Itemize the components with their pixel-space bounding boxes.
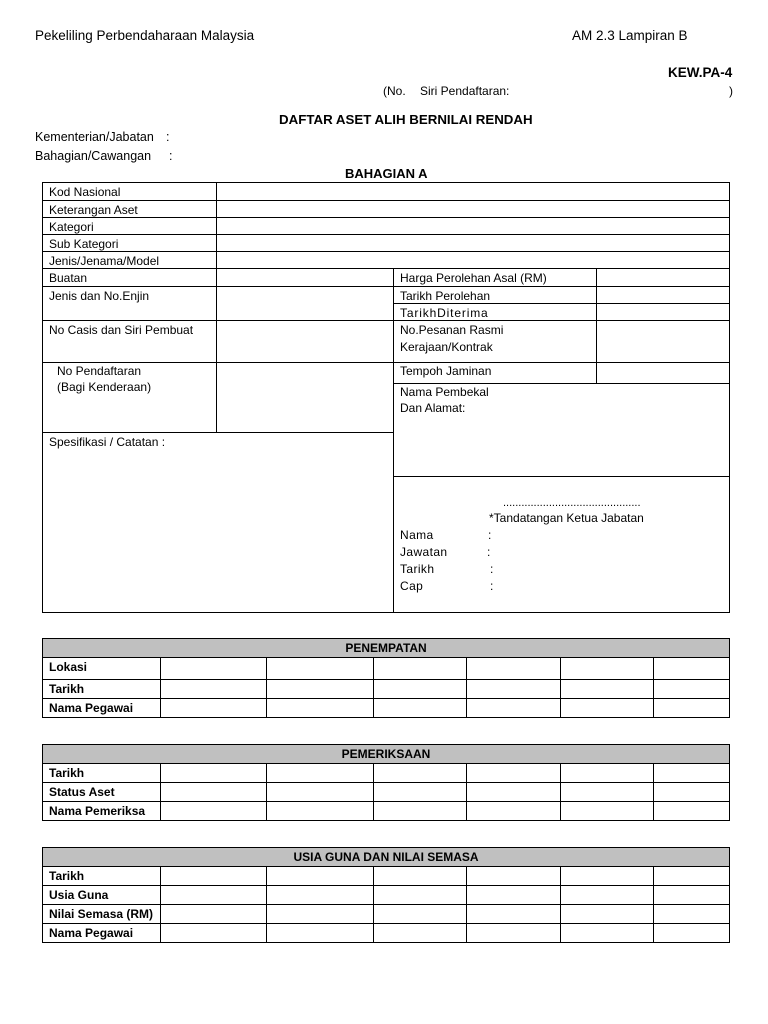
blank-cell (374, 658, 467, 680)
table-row (43, 699, 730, 718)
blank-cell (161, 783, 267, 802)
blank-cell (374, 699, 467, 718)
registration-label: Siri Pendaftaran: (420, 84, 510, 98)
blank-cell (654, 886, 730, 905)
row-label: Tarikh (43, 764, 161, 783)
blank-cell (374, 802, 467, 821)
circular-reference: Pekeliling Perbendaharaan Malaysia (35, 28, 255, 43)
table-row (43, 658, 730, 680)
blank-cell (561, 699, 654, 718)
blank-cell (467, 867, 561, 886)
blank-cell (374, 764, 467, 783)
blank-cell (561, 867, 654, 886)
blank-cell (561, 924, 654, 943)
signature-name-label: Nama (400, 528, 434, 542)
label-tarikh-diterima: TarikhDiterima (393, 303, 596, 320)
row-label: Status Aset (43, 783, 161, 802)
value-buatan (216, 268, 393, 286)
label-tarikh-perolehan: Tarikh Perolehan (393, 286, 596, 303)
row-label: Nilai Semasa (RM) (43, 905, 161, 924)
blank-cell (467, 905, 561, 924)
blank-cell (467, 886, 561, 905)
ministry-label: Kementerian/Jabatan (35, 130, 154, 144)
registration-open: (No. (383, 84, 406, 98)
signature-name-colon: : (488, 528, 492, 542)
value-tarikh-diterima (596, 303, 729, 320)
division-colon: : (169, 149, 173, 163)
blank-cell (654, 905, 730, 924)
blank-cell (267, 680, 374, 699)
blank-cell (467, 680, 561, 699)
label-keterangan-aset: Keterangan Aset (42, 200, 216, 217)
usia-guna-title: USIA GUNA DAN NILAI SEMASA (43, 848, 730, 867)
blank-cell (267, 905, 374, 924)
table-row (43, 905, 730, 924)
blank-cell (161, 905, 267, 924)
blank-cell (267, 924, 374, 943)
table-header-row (43, 639, 730, 658)
ministry-colon: : (166, 130, 170, 144)
value-kategori (216, 217, 729, 234)
blank-cell (654, 764, 730, 783)
section-a-title: BAHAGIAN A (345, 166, 428, 181)
division-label: Bahagian/Cawangan (35, 149, 152, 163)
blank-cell (161, 680, 267, 699)
signature-stamp-colon: : (490, 579, 494, 593)
pemeriksaan-table (42, 744, 730, 821)
blank-cell (161, 802, 267, 821)
blank-cell (467, 764, 561, 783)
blank-cell (161, 658, 267, 680)
value-jenis-no-enjin (216, 286, 393, 320)
registration-close: ) (729, 84, 733, 98)
blank-cell (374, 924, 467, 943)
label-no-pendaftaran (42, 362, 216, 432)
appendix-reference: AM 2.3 Lampiran B (572, 28, 688, 43)
blank-cell (161, 764, 267, 783)
row-label: Nama Pemeriksa (43, 802, 161, 821)
label-nama-pembekal (393, 383, 729, 476)
blank-cell (267, 658, 374, 680)
blank-cell (561, 658, 654, 680)
blank-cell (374, 886, 467, 905)
blank-cell (654, 680, 730, 699)
blank-cell (561, 783, 654, 802)
blank-cell (267, 699, 374, 718)
row-label: Lokasi (43, 658, 161, 680)
blank-cell (374, 680, 467, 699)
value-sub-kategori (216, 234, 729, 251)
signature-position-label: Jawatan (400, 545, 448, 559)
usia-guna-table (42, 847, 730, 943)
value-kod-nasional (216, 182, 729, 200)
blank-cell (561, 680, 654, 699)
blank-cell (267, 783, 374, 802)
blank-cell (467, 924, 561, 943)
label-sub-kategori: Sub Kategori (42, 234, 216, 251)
blank-cell (561, 764, 654, 783)
row-label: Tarikh (43, 867, 161, 886)
blank-cell (267, 886, 374, 905)
label-kategori: Kategori (42, 217, 216, 234)
value-tarikh-perolehan (596, 286, 729, 303)
value-harga-perolehan (596, 268, 729, 286)
table-row (43, 924, 730, 943)
section-a-table (42, 182, 730, 613)
blank-cell (374, 867, 467, 886)
value-no-casis (216, 320, 393, 362)
form-code: KEW.PA-4 (668, 65, 733, 80)
table-row (43, 764, 730, 783)
value-no-pendaftaran (216, 362, 393, 432)
blank-cell (374, 905, 467, 924)
table-row (43, 680, 730, 699)
signature-caption: *Tandatangan Ketua Jabatan (489, 511, 644, 525)
label-no-casis: No Casis dan Siri Pembuat (42, 320, 216, 362)
blank-cell (374, 783, 467, 802)
value-tempoh-jaminan (596, 362, 729, 383)
blank-cell (467, 699, 561, 718)
row-label: Usia Guna (43, 886, 161, 905)
blank-cell (161, 699, 267, 718)
value-keterangan-aset (216, 200, 729, 217)
blank-cell (561, 905, 654, 924)
label-no-pendaftaran-line-1: No Pendaftaran (57, 364, 142, 378)
label-buatan: Buatan (42, 268, 216, 286)
blank-cell (161, 867, 267, 886)
blank-cell (561, 802, 654, 821)
table-header-row (43, 745, 730, 764)
blank-cell (467, 802, 561, 821)
value-no-pesanan (596, 320, 729, 362)
table-row (43, 867, 730, 886)
signature-position-colon: : (487, 545, 491, 559)
row-label: Nama Pegawai (43, 924, 161, 943)
label-no-pesanan-line-1: No.Pesanan Rasmi (400, 323, 504, 337)
table-row (43, 783, 730, 802)
pemeriksaan-title: PEMERIKSAAN (43, 745, 730, 764)
blank-cell (654, 783, 730, 802)
label-no-pendaftaran-line-2: (Bagi Kenderaan) (57, 380, 152, 394)
blank-cell (467, 783, 561, 802)
label-kod-nasional: Kod Nasional (42, 182, 216, 200)
blank-cell (654, 802, 730, 821)
row-label: Nama Pegawai (43, 699, 161, 718)
blank-cell (654, 924, 730, 943)
blank-cell (561, 886, 654, 905)
blank-cell (654, 867, 730, 886)
blank-cell (161, 924, 267, 943)
page-title: DAFTAR ASET ALIH BERNILAI RENDAH (279, 112, 533, 127)
label-no-pesanan (393, 320, 596, 362)
label-nama-pembekal-line-2: Dan Alamat: (400, 401, 466, 415)
row-label: Tarikh (43, 680, 161, 699)
label-jenis-no-enjin: Jenis dan No.Enjin (42, 286, 216, 320)
penempatan-table (42, 638, 730, 718)
blank-cell (267, 867, 374, 886)
table-row (43, 802, 730, 821)
signature-date-colon: : (490, 562, 494, 576)
label-tempoh-jaminan: Tempoh Jaminan (393, 362, 596, 383)
label-harga-perolehan: Harga Perolehan Asal (RM) (393, 268, 596, 286)
label-no-pesanan-line-2: Kerajaan/Kontrak (400, 340, 493, 354)
blank-cell (267, 764, 374, 783)
blank-cell (467, 658, 561, 680)
label-jenis-jenama-model: Jenis/Jenama/Model (42, 251, 216, 268)
table-row (43, 886, 730, 905)
blank-cell (161, 886, 267, 905)
label-spesifikasi-catatan: Spesifikasi / Catatan : (42, 432, 393, 612)
value-jenis-jenama-model (216, 251, 729, 268)
penempatan-title: PENEMPATAN (43, 639, 730, 658)
signature-block (393, 476, 729, 612)
label-nama-pembekal-line-1: Nama Pembekal (400, 385, 489, 399)
blank-cell (654, 658, 730, 680)
blank-cell (267, 802, 374, 821)
signature-date-label: Tarikh (400, 562, 435, 576)
blank-cell (654, 699, 730, 718)
signature-stamp-label: Cap (400, 579, 424, 593)
table-header-row (43, 848, 730, 867)
signature-line: ............................................. (503, 497, 641, 509)
